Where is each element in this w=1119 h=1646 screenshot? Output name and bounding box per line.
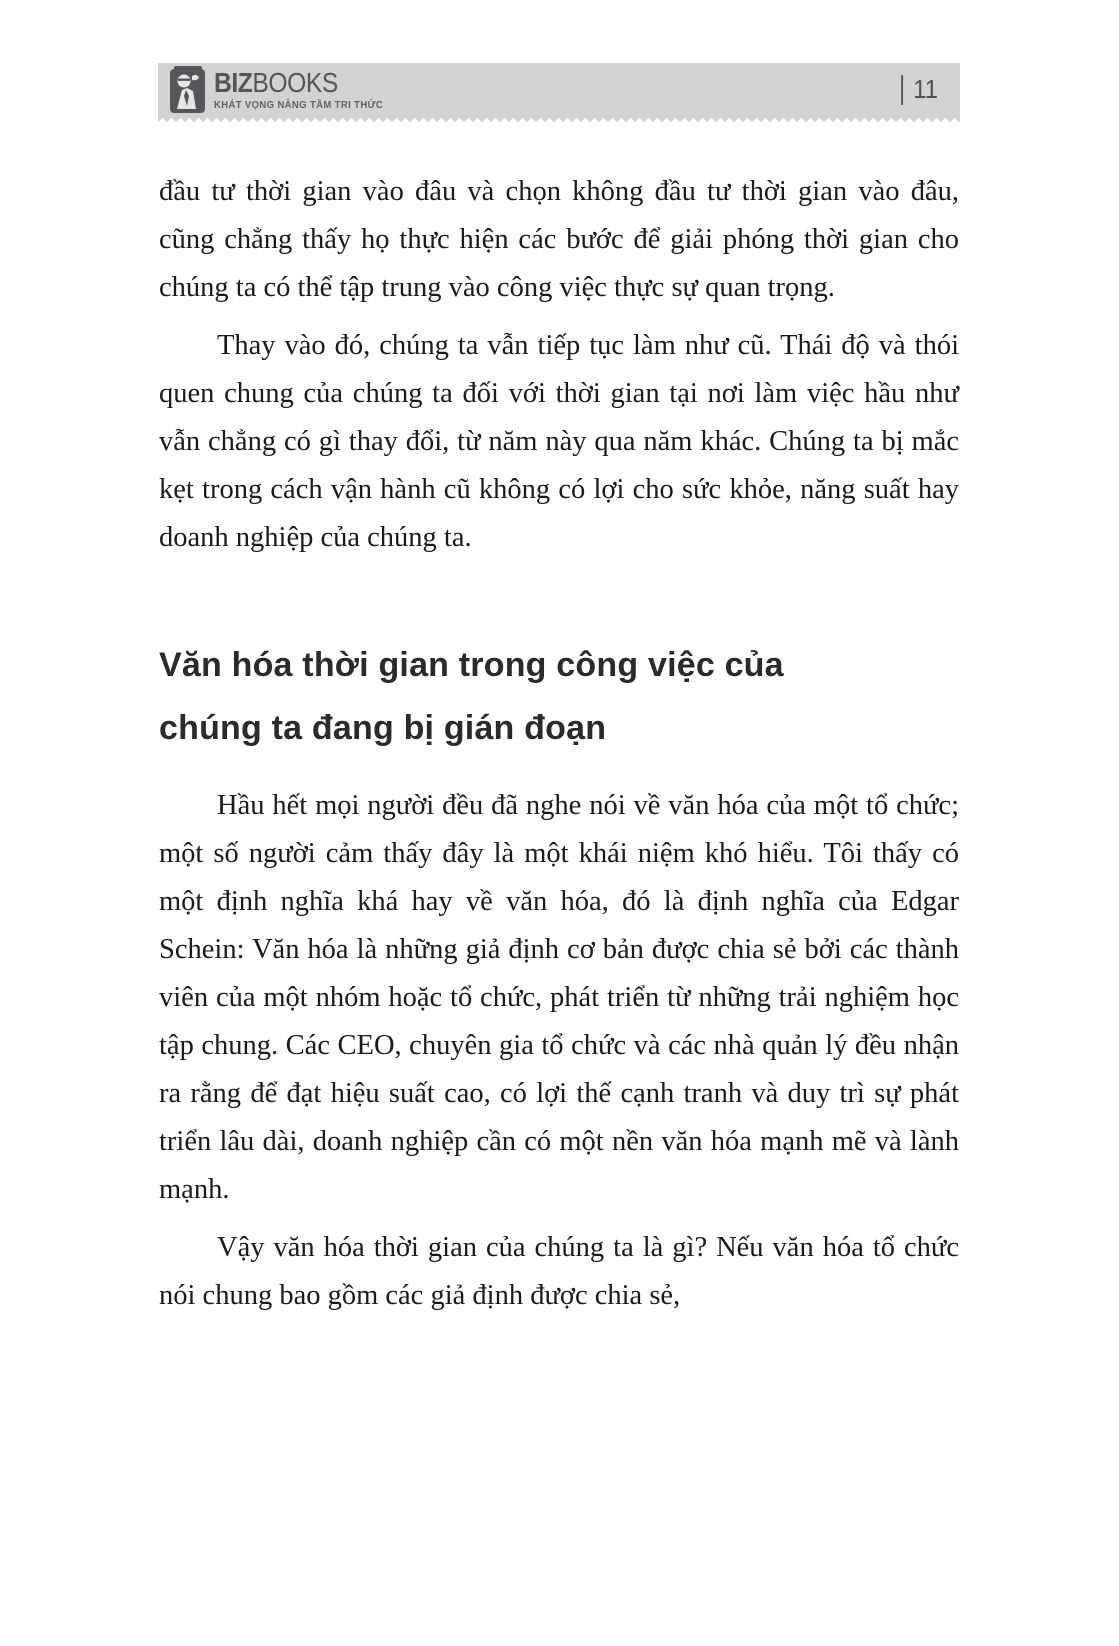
page-number bbox=[901, 74, 938, 105]
page-number-value: 11 bbox=[913, 74, 938, 104]
paragraph: Thay vào đó, chúng ta vẫn tiếp tục làm như cũ. Thái độ và thói quen chung của chúng ta đối với thời gian tại nơi làm việc hầu như vẫn chẳng có gì thay đổi, từ năm này qua năm khác. Chúng ta bị mắc kẹt trong cách vận hành cũ không có lợi cho sức khỏe, năng suất hay doanh nghiệp của chúng ta. bbox=[159, 330, 959, 553]
page-number-divider bbox=[901, 75, 903, 105]
brand-tagline: KHÁT VỌNG NÂNG TẦM TRI THỨC bbox=[214, 99, 384, 111]
header-band bbox=[158, 63, 960, 116]
paragraph: Hầu hết mọi người đều đã nghe nói về văn hóa của một tổ chức; một số người cảm thấy đây là một khái niệm khó hiểu. Tôi thấy có một định nghĩa khá hay về văn hóa, đó là định nghĩa của Edgar Schein: Văn hóa là những giả định cơ bản được chia sẻ bởi các thành viên của một nhóm hoặc tổ chức, phát triển từ những trải nghiệm học tập chung. Các CEO, chuyên gia tổ chức và các nhà quản lý đều nhận ra rằng để đạt hiệu suất cao, có lợi thế cạnh tranh và duy trì sự phát triển lâu dài, doanh nghiệp cần có một nền văn hóa mạnh mẽ và lành mạnh. bbox=[159, 790, 959, 1205]
brand-name-biz: BIZ bbox=[214, 66, 253, 98]
logo-text bbox=[214, 66, 392, 111]
paragraph-continuation: đầu tư thời gian vào đâu và chọn không đầu tư thời gian vào đâu, cũng chẳng thấy họ thực hiện các bước để giải phóng thời gian cho chúng ta có thể tập trung vào công việc thực sự quan trọng. bbox=[159, 176, 959, 303]
bizbooks-book-figure-icon bbox=[170, 66, 205, 113]
page-header bbox=[158, 63, 960, 122]
section-heading: Văn hóa thời gian trong công việc của chúng ta đang bị gián đoạn bbox=[159, 646, 784, 747]
perforated-edge bbox=[158, 116, 960, 122]
brand-name bbox=[214, 66, 371, 98]
bizbooks-logo bbox=[170, 66, 392, 113]
brand-name-books: BOOKS bbox=[252, 66, 338, 98]
page-content bbox=[159, 168, 959, 1330]
paragraph: Vậy văn hóa thời gian của chúng ta là gì? Nếu văn hóa tổ chức nói chung bao gồm các giả định được chia sẻ, bbox=[159, 1232, 959, 1311]
